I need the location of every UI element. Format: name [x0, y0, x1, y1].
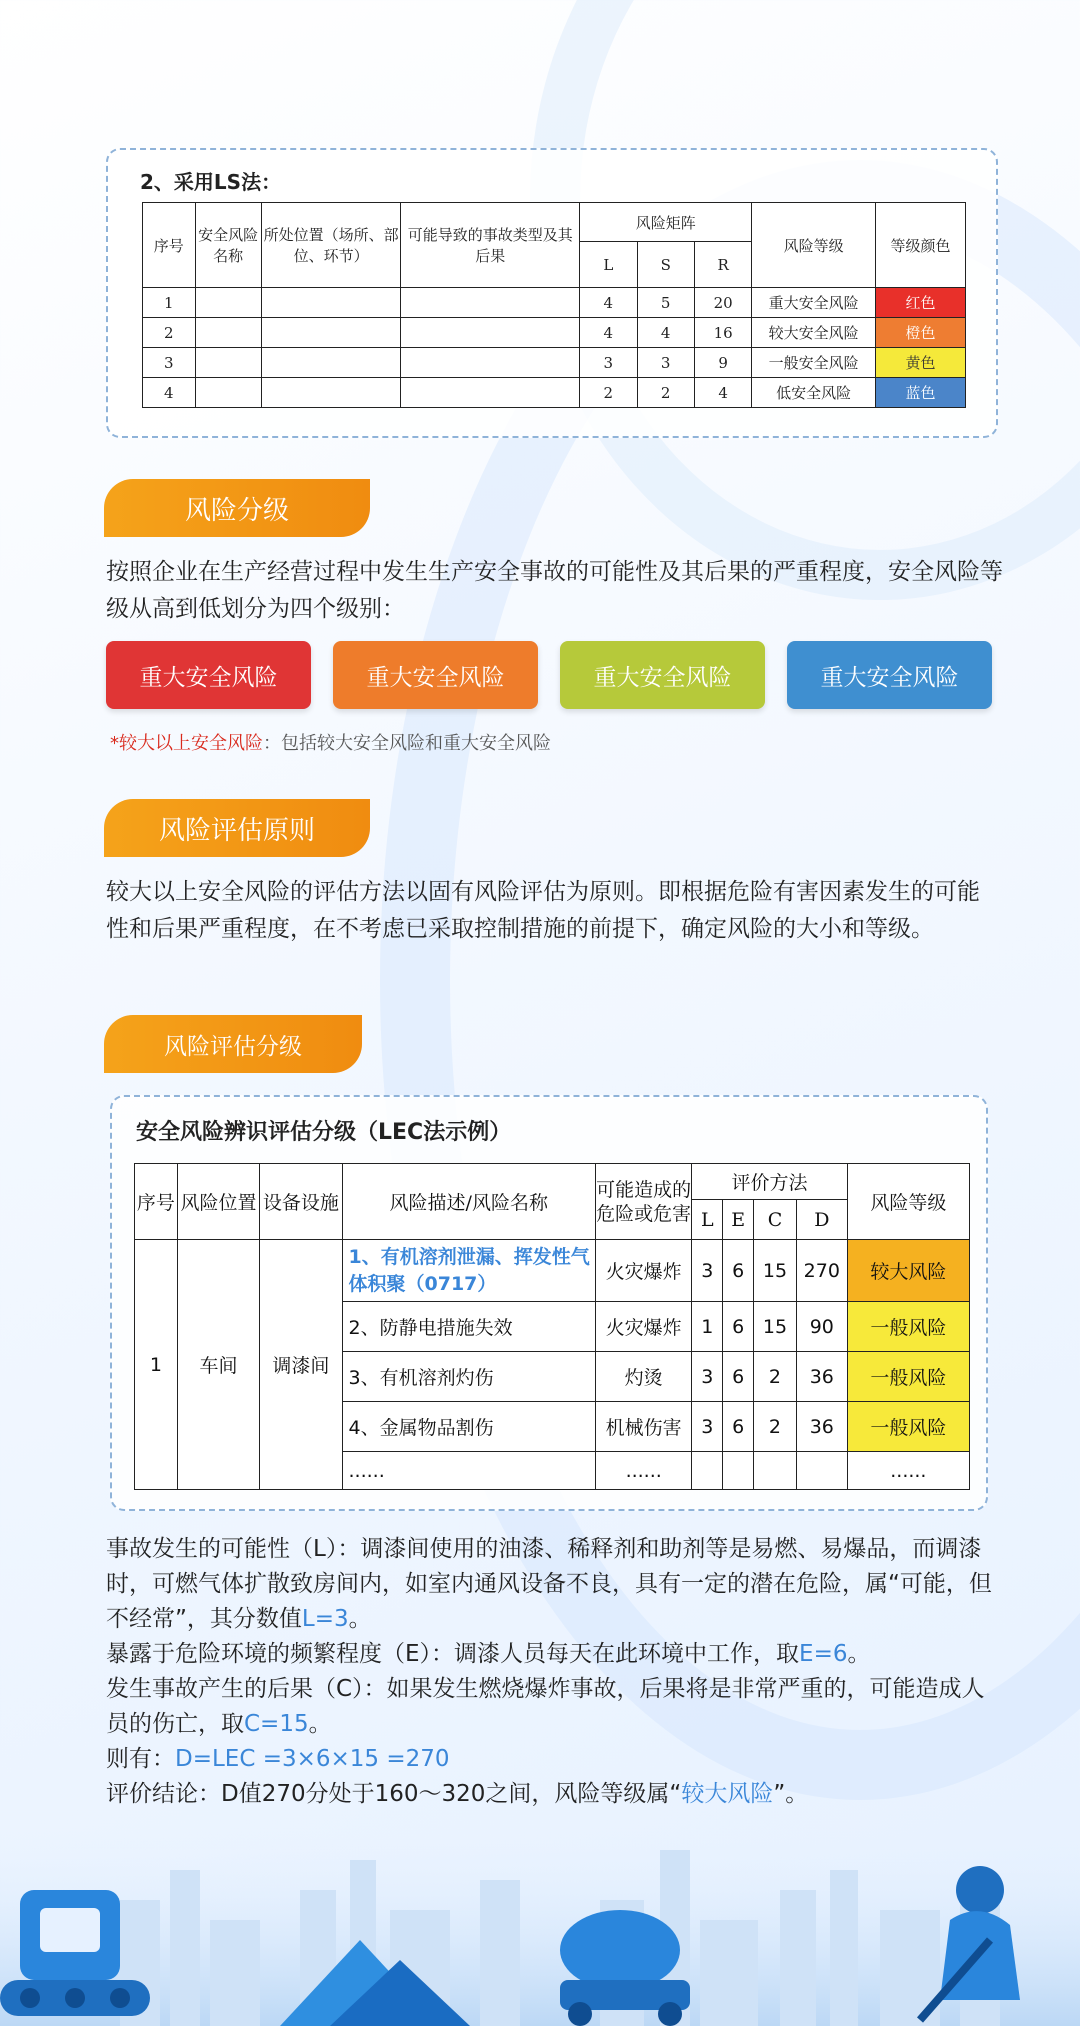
section-tab-principle: 风险评估原则 — [104, 799, 370, 857]
ls-cell-accident — [401, 288, 580, 318]
lec-cell-c: 2 — [754, 1402, 797, 1452]
table-row — [143, 348, 966, 378]
ls-cell-name — [195, 378, 261, 408]
lec-cell-grade: 一般风险 — [847, 1302, 969, 1352]
lec-method-title: 安全风险辨识评估分级（LEC法示例） — [136, 1120, 512, 1145]
construction-illustration — [0, 1830, 1080, 2026]
table-row — [143, 378, 966, 408]
lec-header-d: D — [796, 1200, 847, 1240]
ls-cell-s: 3 — [637, 348, 694, 378]
lec-cell-desc: 2、防静电措施失效 — [342, 1302, 595, 1352]
ls-cell-r: 9 — [694, 348, 751, 378]
explanation-c-text: 发生事故产生的后果（C）：如果发生燃烧爆炸事故，后果将是非常严重的，可能造成人员的伤亡，取 — [106, 1676, 985, 1737]
ls-header-accident: 可能导致的事故类型及其后果 — [401, 203, 580, 288]
lec-header-e: E — [723, 1200, 754, 1240]
ls-header-s: S — [637, 242, 694, 288]
explanation-e-end: 。 — [847, 1641, 871, 1667]
section-tab-assessment: 风险评估分级 — [104, 1015, 362, 1073]
ls-cell-name — [195, 348, 261, 378]
note-text: ：包括较大安全风险和重大安全风险 — [263, 733, 551, 754]
ls-cell-grade: 较大安全风险 — [752, 318, 876, 348]
ls-cell-s: 2 — [637, 378, 694, 408]
explanation-e-text: 暴露于危险环境的频繁程度（E）：调漆人员每天在此环境中工作，取 — [106, 1641, 800, 1667]
lec-header-equipment: 设备设施 — [260, 1164, 342, 1240]
lec-cell-hazard: 灼烫 — [595, 1352, 691, 1402]
table-row — [143, 288, 966, 318]
explanation-conclusion — [106, 1777, 994, 1812]
lec-header-position: 风险位置 — [177, 1164, 259, 1240]
ls-cell-no: 3 — [143, 348, 196, 378]
conclusion-end: ”。 — [773, 1781, 809, 1807]
lec-cell-desc: 4、金属物品割伤 — [342, 1402, 595, 1452]
lec-cell-desc-ellipsis: ...... — [342, 1452, 595, 1490]
ls-cell-color: 橙色 — [875, 318, 965, 348]
ls-header-color: 等级颜色 — [875, 203, 965, 288]
lec-cell-e — [723, 1452, 754, 1490]
explanation-l-value: L=3 — [301, 1606, 349, 1632]
ls-cell-no: 2 — [143, 318, 196, 348]
lec-cell-equipment: 调漆间 — [260, 1240, 342, 1490]
lec-header-desc: 风险描述/风险名称 — [342, 1164, 595, 1240]
lec-cell-d: 36 — [796, 1402, 847, 1452]
note-highlight: *较大以上安全风险 — [110, 733, 263, 754]
table-row — [135, 1240, 970, 1302]
table-row — [143, 318, 966, 348]
lec-header-method: 评价方法 — [692, 1164, 847, 1200]
lec-method-box — [110, 1095, 988, 1511]
lec-cell-hazard-ellipsis: ...... — [595, 1452, 691, 1490]
lec-cell-e: 6 — [723, 1402, 754, 1452]
ls-header-r: R — [694, 242, 751, 288]
ls-cell-grade: 一般安全风险 — [752, 348, 876, 378]
ls-cell-grade: 低安全风险 — [752, 378, 876, 408]
risk-grading-note — [110, 729, 551, 755]
lec-header-c: C — [754, 1200, 797, 1240]
lec-cell-c: 15 — [754, 1240, 797, 1302]
ls-cell-accident — [401, 348, 580, 378]
explanation-c — [106, 1672, 994, 1742]
lec-cell-no: 1 — [135, 1240, 178, 1490]
conclusion-text: 评价结论：D值270分处于160～320之间，风险等级属“ — [106, 1781, 682, 1807]
lec-cell-position: 车间 — [177, 1240, 259, 1490]
lec-explanation — [106, 1532, 994, 1812]
ls-cell-location — [261, 318, 401, 348]
risk-level-list — [106, 641, 992, 709]
risk-level-badge: 重大安全风险 — [333, 641, 538, 709]
lec-cell-grade: 较大风险 — [847, 1240, 969, 1302]
lec-header-l: L — [692, 1200, 723, 1240]
risk-level-badge: 重大安全风险 — [560, 641, 765, 709]
ls-cell-l: 4 — [580, 288, 637, 318]
lec-cell-c: 2 — [754, 1352, 797, 1402]
explanation-l — [106, 1532, 994, 1637]
lec-cell-c — [754, 1452, 797, 1490]
ls-header-grade: 风险等级 — [752, 203, 876, 288]
lec-cell-desc: 1、有机溶剂泄漏、挥发性气体积聚（0717） — [342, 1240, 595, 1302]
lec-table — [134, 1163, 970, 1490]
ls-cell-accident — [401, 378, 580, 408]
lec-cell-l: 3 — [692, 1240, 723, 1302]
section-tab-risk-grading: 风险分级 — [104, 479, 370, 537]
lec-cell-l: 3 — [692, 1352, 723, 1402]
lec-cell-e: 6 — [723, 1302, 754, 1352]
lec-cell-c: 15 — [754, 1302, 797, 1352]
lec-cell-l: 1 — [692, 1302, 723, 1352]
ls-cell-color: 黄色 — [875, 348, 965, 378]
lec-cell-hazard: 火灾爆炸 — [595, 1302, 691, 1352]
ls-cell-location — [261, 348, 401, 378]
lec-cell-d: 36 — [796, 1352, 847, 1402]
lec-cell-l — [692, 1452, 723, 1490]
lec-cell-d: 90 — [796, 1302, 847, 1352]
ls-cell-l: 2 — [580, 378, 637, 408]
ls-cell-s: 4 — [637, 318, 694, 348]
lec-cell-e: 6 — [723, 1352, 754, 1402]
lec-cell-desc: 3、有机溶剂灼伤 — [342, 1352, 595, 1402]
explanation-c-end: 。 — [308, 1711, 332, 1737]
ls-method-title: 2、采用LS法： — [140, 170, 282, 194]
ls-cell-no: 1 — [143, 288, 196, 318]
lec-cell-l: 3 — [692, 1402, 723, 1452]
lec-header-hazard: 可能造成的危险或危害 — [595, 1164, 691, 1240]
ls-cell-name — [195, 288, 261, 318]
ls-table — [142, 202, 966, 408]
lec-header-grade: 风险等级 — [847, 1164, 969, 1240]
ls-header-name: 安全风险名称 — [195, 203, 261, 288]
lec-cell-hazard: 火灾爆炸 — [595, 1240, 691, 1302]
ls-cell-l: 4 — [580, 318, 637, 348]
lec-cell-grade-ellipsis: ...... — [847, 1452, 969, 1490]
ls-method-box — [106, 148, 998, 438]
ls-cell-s: 5 — [637, 288, 694, 318]
principle-text: 较大以上安全风险的评估方法以固有风险评估为原则。即根据危险有害因素发生的可能性和后果严重程度，在不考虑已采取控制措施的前提下，确定风险的大小和等级。 — [106, 879, 980, 942]
explanation-d-text: 则有： — [106, 1746, 175, 1772]
ls-cell-r: 16 — [694, 318, 751, 348]
lec-cell-e: 6 — [723, 1240, 754, 1302]
lec-cell-hazard: 机械伤害 — [595, 1402, 691, 1452]
ls-header-l: L — [580, 242, 637, 288]
lec-cell-grade: 一般风险 — [847, 1402, 969, 1452]
risk-level-badge: 重大安全风险 — [787, 641, 992, 709]
explanation-d-value: D=LEC =3×6×15 =270 — [175, 1746, 450, 1772]
explanation-d — [106, 1742, 994, 1777]
ls-cell-l: 3 — [580, 348, 637, 378]
explanation-c-value: C=15 — [244, 1711, 309, 1737]
ls-cell-location — [261, 288, 401, 318]
ls-header-no: 序号 — [143, 203, 196, 288]
lec-cell-grade: 一般风险 — [847, 1352, 969, 1402]
lec-cell-d: 270 — [796, 1240, 847, 1302]
explanation-e-value: E=6 — [799, 1641, 848, 1667]
risk-level-badge: 重大安全风险 — [106, 641, 311, 709]
risk-grading-text: 按照企业在生产经营过程中发生生产安全事故的可能性及其后果的严重程度，安全风险等级从高到低划分为四个级别： — [106, 559, 1003, 622]
ls-cell-color: 红色 — [875, 288, 965, 318]
lec-cell-d — [796, 1452, 847, 1490]
ls-cell-location — [261, 378, 401, 408]
ls-cell-name — [195, 318, 261, 348]
ls-header-location: 所处位置（场所、部位、环节） — [261, 203, 401, 288]
ls-cell-accident — [401, 318, 580, 348]
explanation-l-end: 。 — [348, 1606, 372, 1632]
ls-cell-grade: 重大安全风险 — [752, 288, 876, 318]
explanation-l-text: 事故发生的可能性（L）：调漆间使用的油漆、稀释剂和助剂等是易燃、易爆品，而调漆时，可燃气体扩散致房间内，如室内通风设备不良，具有一定的潜在危险，属“可能，但不经常”，其分数值 — [106, 1536, 992, 1632]
ls-cell-r: 20 — [694, 288, 751, 318]
ls-cell-color: 蓝色 — [875, 378, 965, 408]
lec-header-no: 序号 — [135, 1164, 178, 1240]
ls-cell-no: 4 — [143, 378, 196, 408]
ls-cell-r: 4 — [694, 378, 751, 408]
ls-header-matrix: 风险矩阵 — [580, 203, 752, 242]
explanation-e — [106, 1637, 994, 1672]
conclusion-value: 较大风险 — [681, 1781, 774, 1807]
